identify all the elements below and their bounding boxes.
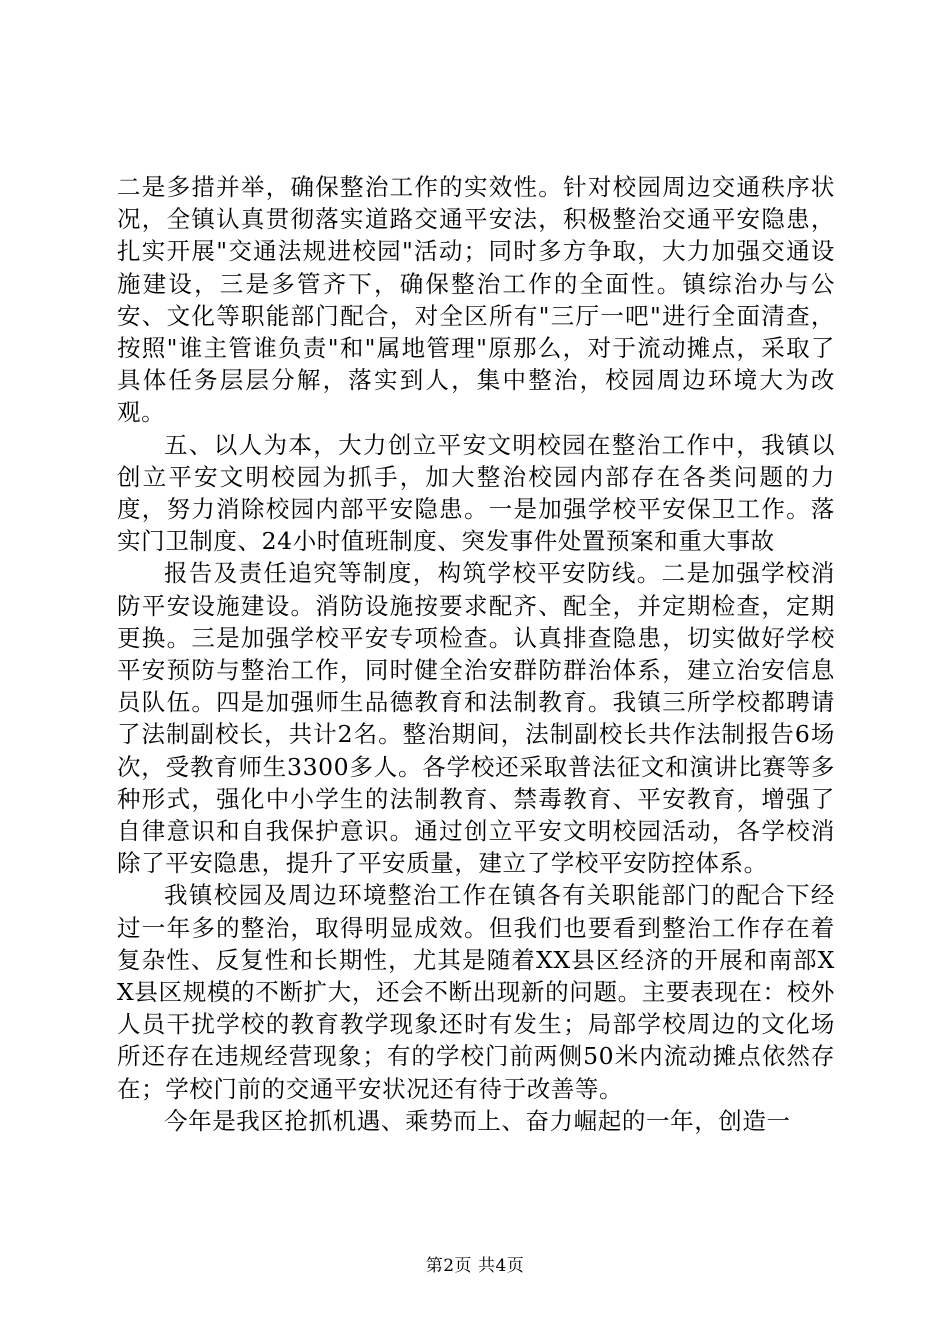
document-body: [117, 171, 835, 1137]
paragraph-this-year: 今年是我区抢抓机遇、乘势而上、奋力崛起的一年，创造一: [164, 1106, 791, 1135]
paragraph-measures: 二是多措并举，确保整治工作的实效性。针对校园周边交通秩序状况，全镇认真贯彻落实道路交通平安法，积极整治交通平安隐患，扎实开展"交通法规进校园"活动；同时多方争取，大力加强交通设施建设，三是多管齐下，确保整治工作的全面性。镇综治办与公安、文化等职能部门配合，对全区所有"三厅一吧"进行全面清查，按照"谁主管谁负责"和"属地管理"原那么，对于流动摊点，采取了具体任务层层分解，落实到人，集中整治，校园周边环境大为改观。: [117, 173, 835, 427]
paragraph-safe-campus: 五、以人为本，大力创立平安文明校园在整治工作中，我镇以创立平安文明校园为抓手，加大整治校园内部存在各类问题的力度，努力消除校园内部平安隐患。一是加强学校平安保卫工作。落实门卫制度、24小时值班制度、突发事件处置预案和重大事故: [117, 430, 835, 556]
page-number-footer: 第2页 共4页: [425, 1256, 525, 1276]
paragraph-results-problems: 我镇校园及周边环境整治工作在镇各有关职能部门的配合下经过一年多的整治，取得明显成效。但我们也要看到整治工作存在着复杂性、反复性和长期性，尤其是随着XX县区经济的开展和南部XX县区规模的不断扩大，还会不断出现新的问题。主要表现在：校外人员干扰学校的教育教学现象还时有发生；局部学校周边的文化场所还存在违规经营现象；有的学校门前两侧50米内流动摊点依然存在；学校门前的交通平安状况还有待于改善等。: [117, 881, 835, 1103]
paragraph-accountability: 报告及责任追究等制度，构筑学校平安防线。二是加强学校消防平安设施建设。消防设施按要求配齐、配全，并定期检查，定期更换。三是加强学校平安专项检查。认真排查隐患，切实做好学校平安预防与整治工作，同时健全治安群防群治体系，建立治安信息员队伍。四是加强师生品德教育和法制教育。我镇三所学校都聘请了法制副校长，共计2名。整治期间，法制副校长共作法制报告6场次，受教育师生3300多人。各学校还采取普法征文和演讲比赛等多种形式，强化中小学生的法制教育、禁毒教育、平安教育，增强了自律意识和自我保护意识。通过创立平安文明校园活动，各学校消除了平安隐患，提升了平安质量，建立了学校平安防控体系。: [117, 559, 835, 878]
